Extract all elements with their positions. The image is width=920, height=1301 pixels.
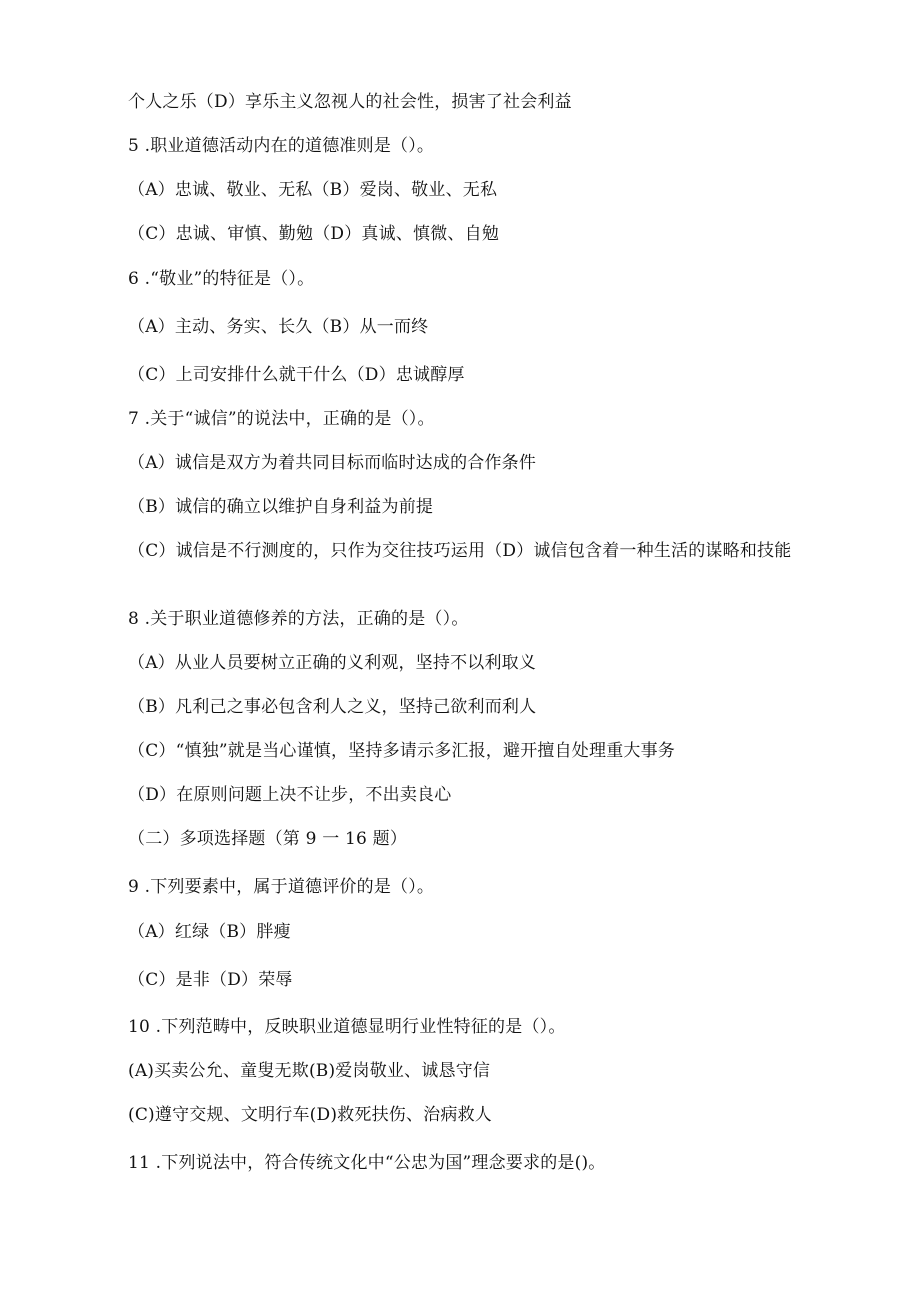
question-7-option-b: （B）诚信的确立以维护自身利益为前提: [128, 497, 434, 517]
question-9: 9 .下列要素中，属于道德评价的是（）。: [128, 877, 435, 897]
question-10-options-cd: (C)遵守交规、文明行车(D)救死扶伤、治病救人: [128, 1105, 492, 1125]
question-6-options-cd: （C）上司安排什么就干什么（D）忠诚醇厚: [128, 365, 465, 385]
question-10: 10 .下列范畴中，反映职业道德显明行业性特征的是（）。: [128, 1017, 566, 1037]
question-5: 5 .职业道德活动内在的道德准则是（）。: [128, 136, 435, 156]
question-10-options-ab: (A)买卖公允、童叟无欺(B)爱岗敬业、诚恳守信: [128, 1061, 491, 1081]
question-5-options-ab: （A）忠诚、敬业、无私（B）爱岗、敬业、无私: [128, 180, 498, 200]
question-5-options-cd: （C）忠诚、审慎、勤勉（D）真诚、慎微、自勉: [128, 224, 500, 244]
question-9-options-ab: （A）红绿（B）胖瘦: [128, 922, 291, 942]
question-9-options-cd: （C）是非（D）荣辱: [128, 970, 293, 990]
question-8-option-a: （A）从业人员要树立正确的义利观，坚持不以利取义: [128, 653, 537, 673]
section-heading: （二）多项选择题（第 9 一 16 题）: [128, 829, 408, 849]
question-7-options-cd: （C）诚信是不行测度的，只作为交往技巧运用（D）诚信包含着一种生活的谋略和技能: [128, 541, 792, 561]
question-6: 6 .“敬业”的特征是（）。: [128, 269, 315, 289]
question-8-option-d: （D）在原则问题上决不让步，不出卖良心: [128, 785, 452, 805]
question-8-option-c: （C）“慎独”就是当心谨慎，坚持多请示多汇报，避开擅自处理重大事务: [128, 741, 675, 761]
question-8: 8 .关于职业道德修养的方法，正确的是（）。: [128, 609, 469, 629]
question-7: 7 .关于“诚信”的说法中，正确的是（）。: [128, 409, 435, 429]
question-6-options-ab: （A）主动、务实、长久（B）从一而终: [128, 317, 429, 337]
question-7-option-a: （A）诚信是双方为着共同目标而临时达成的合作条件: [128, 453, 537, 473]
question-8-option-b: （B）凡利己之事必包含利人之义，坚持己欲利而利人: [128, 697, 537, 717]
text-line: 个人之乐（D）享乐主义忽视人的社会性，损害了社会利益: [128, 92, 572, 112]
question-11: 11 .下列说法中，符合传统文化中“公忠为国”理念要求的是()。: [128, 1153, 606, 1173]
